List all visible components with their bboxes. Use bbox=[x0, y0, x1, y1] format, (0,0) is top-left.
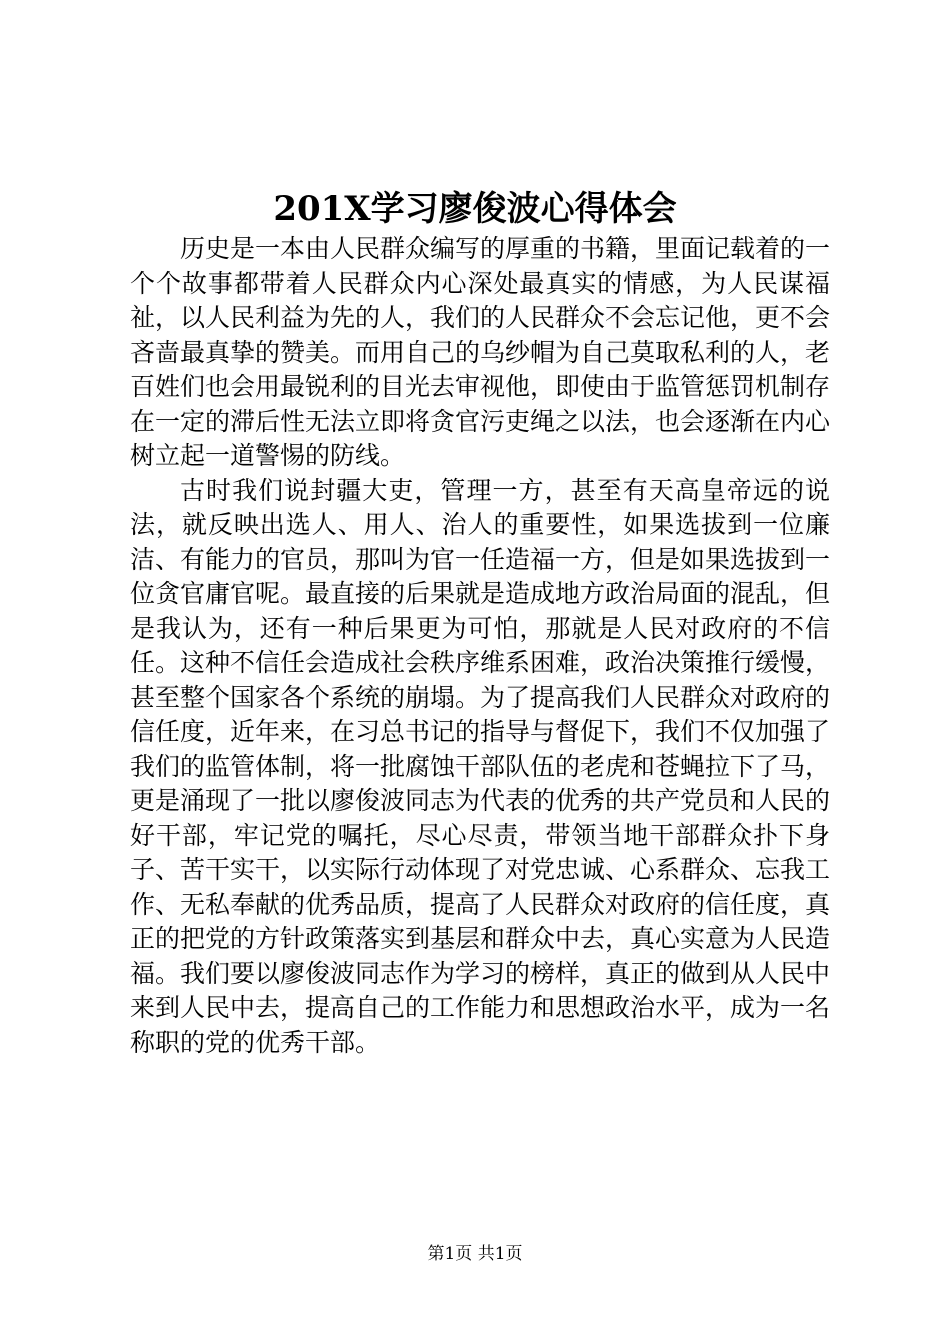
paragraph-1: 历史是一本由人民群众编写的厚重的书籍，里面记载着的一个个故事都带着人民群众内心深处最真实的情感，为人民谋福祉，以人民利益为先的人，我们的人民群众不会忘记他，更不会吝啬最真挚的赞美。而用自己的乌纱帽为自己莫取私利的人，老百姓们也会用最锐利的目光去审视他，即使由于监管惩罚机制存在一定的滞后性无法立即将贪官污吏绳之以法，也会逐渐在内心树立起一道警惕的防线。 bbox=[130, 234, 831, 470]
page-footer: 第1页 共1页 bbox=[427, 1244, 523, 1264]
document-body bbox=[130, 232, 830, 1060]
document-title: 201X学习廖俊波心得体会 bbox=[273, 189, 677, 229]
paragraph-2: 古时我们说封疆大吏，管理一方，甚至有天高皇帝远的说法，就反映出选人、用人、治人的重要性，如果选拔到一位廉洁、有能力的官员，那叫为官一任造福一方，但是如果选拔到一位贪官庸官呢。最直接的后果就是造成地方政治局面的混乱，但是我认为，还有一种后果更为可怕，那就是人民对政府的不信任。这种不信任会造成社会秩序维系困难，政治决策推行缓慢，甚至整个国家各个系统的崩塌。为了提高我们人民群众对政府的信任度，近年来，在习总书记的指导与督促下，我们不仅加强了我们的监管体制，将一批腐蚀干部队伍的老虎和苍蝇拉下了马，更是涌现了一批以廖俊波同志为代表的优秀的共产党员和人民的好干部，牢记党的嘱托，尽心尽责，带领当地干部群众扑下身子、苦干实干，以实际行动体现了对党忠诚、心系群众、忘我工作、无私奉献的优秀品质，提高了人民群众对政府的信任度，真正的把党的方针政策落实到基层和群众中去，真心实意为人民造福。我们要以廖俊波同志作为学习的榜样，真正的做到从人民中来到人民中去，提高自己的工作能力和思想政治水平，成为一名称职的党的优秀干部。 bbox=[130, 475, 831, 1057]
